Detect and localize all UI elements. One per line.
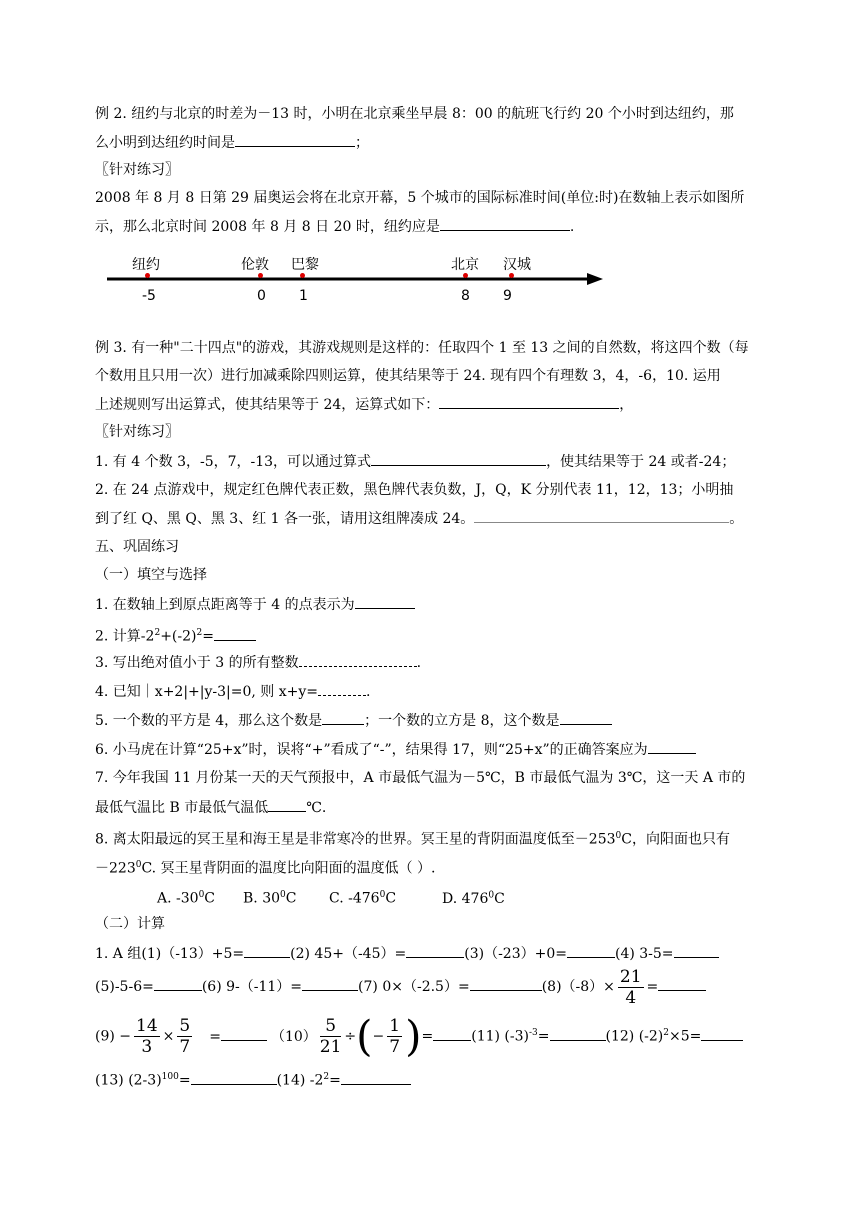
question-4	[95, 681, 370, 702]
ex3-answer-blank[interactable]	[439, 394, 619, 409]
calc-8-eq: =	[646, 979, 659, 995]
calc-9-frac2-num: 5	[179, 1016, 191, 1037]
option-c-text: C. -476	[329, 890, 380, 907]
practice-title-2: 〖针对练习〗	[95, 424, 179, 440]
calc-8-num: 21	[619, 966, 642, 987]
q4-prefix: 4. 已知｜x+2|+|y-3|=0, 则 x+y=	[95, 684, 319, 700]
olympic-line2	[95, 216, 574, 237]
question-7-line2	[95, 797, 326, 818]
ex3-line3	[95, 394, 633, 415]
calc-13-blank[interactable]	[191, 1070, 277, 1085]
option-a-deg: 0	[198, 890, 205, 900]
question-2	[95, 623, 256, 647]
calc-8: (8)（-8）×	[541, 979, 615, 995]
ex2-line2-prefix: 么小明到达纽约时间是	[95, 135, 235, 151]
option-d[interactable]	[442, 891, 505, 907]
subsection-2-title: （二）计算	[95, 916, 165, 932]
calc-10-frac2-num: 1	[389, 1016, 401, 1037]
tick-value-minus5: -5	[142, 288, 156, 304]
q5-b: ；一个数的立方是 8，这个数是	[364, 713, 560, 729]
point-beijing	[463, 273, 468, 278]
option-a-text: A. -30	[157, 890, 199, 907]
calc-10-op: ÷	[344, 1028, 357, 1045]
q5-a: 5. 一个数的平方是 4，那么这个数是	[95, 713, 323, 729]
calc-2-blank[interactable]	[406, 943, 464, 958]
practice-2-line2	[95, 508, 743, 529]
option-c-deg: 0	[379, 890, 386, 900]
calc-14-exp: 2	[323, 1072, 330, 1082]
calc-6: (6) 9-（-11）=	[201, 979, 303, 995]
calc-9-label: (9) −	[95, 1028, 132, 1045]
calc-row-2	[95, 964, 706, 1010]
calc-10-frac1	[320, 1016, 342, 1057]
calc-4: (4) 3-5=	[614, 946, 674, 962]
tick-value-8: 8	[461, 288, 470, 304]
q2-exp2: 2	[196, 628, 203, 638]
practice-2-line1: 2. 在 24 点游戏中，规定红色牌代表正数，黑色牌代表负数，J，Q，K 分别代表 11，12，13；小明抽	[95, 482, 734, 498]
calc-12-exp: 2	[663, 1028, 669, 1038]
q8-deg2: 0	[135, 860, 142, 870]
ex2-answer-blank[interactable]	[235, 132, 355, 147]
calc-14-b: =	[329, 1072, 341, 1089]
question-3	[95, 652, 421, 673]
question-1	[95, 594, 415, 615]
calc-6-blank[interactable]	[302, 976, 358, 991]
practice-2-line2-prefix: 到了红 Q、黑 Q、黑 3、红 1 各一张，请用这组牌凑成 24。	[95, 511, 475, 527]
calc-3: (3)（-23）+0=	[464, 946, 567, 962]
calc-9-frac2	[177, 1016, 192, 1057]
option-b[interactable]	[243, 885, 329, 909]
ex3-line3-prefix: 上述规则写出运算式，使其结果等于 24，运算式如下：	[95, 397, 440, 413]
section-5-title: 五、巩固练习	[95, 539, 179, 555]
calc-11-b: =	[537, 1028, 550, 1045]
calc-9-frac1	[134, 1016, 160, 1057]
question-8-line2	[95, 855, 435, 879]
calc-8-fraction	[618, 967, 644, 1008]
calc-1: 1. A 组(1)（-13）+5=	[95, 946, 245, 962]
question-6	[95, 739, 696, 760]
q2-c: =	[202, 628, 214, 645]
calc-10-rparen: )	[405, 1011, 422, 1061]
practice-2-line2-suffix: 。	[729, 511, 744, 527]
point-london	[258, 273, 263, 278]
ex3-line2: 个数用且只用一次）进行加减乘除四则运算，使其结果等于 24. 现有四个有理数 3，4，-6，10. 运用	[95, 368, 721, 384]
calc-10-label: （10）	[270, 1028, 317, 1045]
calc-8-den: 4	[625, 987, 637, 1008]
question-7-blank[interactable]	[268, 797, 306, 812]
number-line-axis	[95, 248, 615, 308]
practice-1-blank[interactable]	[371, 451, 546, 466]
tick-value-9: 9	[503, 288, 512, 304]
point-seoul	[509, 273, 514, 278]
ex2-line1: 例 2. 纽约与北京的时差为－13 时，小明在北京乘坐早晨 8：00 的航班飞行约 20 个小时到达纽约，那	[95, 106, 734, 122]
calc-13-exp: 100	[161, 1072, 179, 1082]
calc-10-frac2	[387, 1016, 402, 1057]
q6-text: 6. 小马虎在计算“25+x”时，误将“+”看成了“-”，结果得 17，则“25+x”的正确答案应为	[95, 742, 648, 758]
question-3-blank[interactable]	[299, 652, 417, 667]
q7-line2-prefix: 最低气温比 B 市最低气温低	[95, 800, 269, 816]
question-4-blank[interactable]	[318, 681, 366, 696]
calc-10-lparen: (	[356, 1011, 373, 1061]
calc-7-blank[interactable]	[470, 976, 542, 991]
question-8-options	[157, 885, 505, 909]
q8-line2a: －223	[95, 860, 136, 877]
option-b-text: B. 30	[243, 890, 281, 907]
olympic-line2-suffix: .	[569, 219, 575, 235]
calc-5-blank[interactable]	[154, 976, 202, 991]
calc-4-blank[interactable]	[674, 943, 719, 958]
calc-13-b: =	[178, 1072, 191, 1089]
city-label-beijing: 北京	[451, 257, 479, 273]
calc-14-blank[interactable]	[341, 1070, 411, 1085]
option-c[interactable]	[329, 885, 442, 909]
calc-3-blank[interactable]	[567, 943, 615, 958]
calc-9-eq: =	[209, 1028, 221, 1045]
option-b-unit: C	[285, 890, 297, 907]
city-label-paris: 巴黎	[291, 257, 319, 273]
practice-title-1: 〖针对练习〗	[95, 162, 179, 178]
calc-9-frac1-num: 14	[136, 1016, 158, 1037]
q2-b: +(-2)	[160, 628, 197, 645]
q4-suffix: .	[366, 684, 371, 700]
calc-12-b: ×5=	[668, 1028, 702, 1045]
calc-row-4	[95, 1067, 411, 1091]
option-d-unit: C	[494, 890, 505, 907]
ex2-line2	[95, 132, 369, 153]
practice-1	[95, 451, 735, 472]
city-label-london: 伦敦	[241, 257, 269, 273]
olympic-line2-prefix: 示，那么北京时间 2008 年 8 月 8 日 20 时，纽约应是	[95, 219, 440, 235]
q2-exp1: 2	[154, 628, 161, 638]
ex2-line2-suffix: ；	[355, 135, 369, 151]
q3-suffix: .	[416, 655, 422, 671]
question-2-blank[interactable]	[214, 626, 256, 641]
option-b-deg: 0	[280, 890, 286, 900]
city-label-newyork: 纽约	[132, 257, 160, 273]
calc-8-blank[interactable]	[658, 976, 706, 991]
calc-10-frac1-den: 21	[319, 1037, 342, 1058]
q2-a: 2. 计算-2	[95, 628, 155, 645]
question-6-blank[interactable]	[648, 739, 696, 754]
calc-9-frac2-den: 7	[179, 1037, 191, 1058]
q8-line2b: C. 冥王星背阴面的温度比向阳面的温度低（ ）.	[141, 860, 436, 877]
question-7-line1: 7. 今年我国 11 月份某一天的天气预报中，A 市最低气温为－5℃，B 市最低气温为 3℃，这一天 A 市的	[95, 770, 746, 786]
q7-line2-suffix: ℃.	[306, 800, 327, 816]
point-paris	[300, 273, 305, 278]
calc-10-minus: −	[372, 1028, 385, 1045]
olympic-line1: 2008 年 8 月 8 日第 29 届奥运会将在北京开幕，5 个城市的国际标准时间(单位:时)在数轴上表示如图所	[95, 190, 745, 206]
subsection-1-title: （一）填空与选择	[95, 567, 207, 583]
option-a[interactable]	[157, 885, 243, 909]
calc-9-frac1-den: 3	[141, 1037, 153, 1058]
q3-prefix: 3. 写出绝对值小于 3 的所有整数	[95, 655, 299, 671]
practice-1-prefix: 1. 有 4 个数 3，-5，7，-13，可以通过算式	[95, 454, 372, 470]
question-5	[95, 710, 612, 731]
calc-12-blank[interactable]	[701, 1026, 743, 1041]
q8-deg1: 0	[615, 831, 622, 841]
option-d-deg: 0	[488, 890, 495, 900]
calc-10-frac1-num: 5	[320, 1016, 342, 1037]
calc-2: (2) 45+（-45）=	[290, 946, 407, 962]
tick-value-1: 1	[299, 288, 308, 304]
calc-11-a: (11) (-3)	[471, 1028, 529, 1045]
option-d-text: D. 476	[442, 890, 489, 907]
option-a-unit: C	[204, 890, 216, 907]
calc-9-blank[interactable]	[221, 1026, 267, 1041]
calc-10-frac2-den: 7	[389, 1037, 401, 1058]
calc-row-1	[95, 943, 719, 964]
city-label-seoul: 汉城	[503, 257, 531, 273]
point-newyork	[145, 273, 150, 278]
calc-14-a: (14) -2	[276, 1072, 324, 1089]
question-5-blank-2[interactable]	[560, 710, 612, 725]
calc-5: (5)-5-6=	[95, 979, 154, 995]
ex3-line3-suffix: ，	[619, 397, 634, 413]
calc-1-blank[interactable]	[244, 943, 290, 958]
question-1-text: 1. 在数轴上到原点距离等于 4 的点表示为	[95, 597, 355, 613]
question-5-blank-1[interactable]	[322, 710, 364, 725]
calc-12-a: (12) (-2)	[605, 1028, 664, 1045]
olympic-answer-blank[interactable]	[440, 216, 570, 231]
calc-11-blank[interactable]	[550, 1026, 606, 1041]
calc-10-blank[interactable]	[433, 1026, 471, 1041]
q8-line1b: C，向阳面也只有	[621, 831, 730, 848]
number-line-figure	[95, 248, 615, 308]
calc-13-a: (13) (2-3)	[95, 1072, 162, 1089]
practice-1-suffix: ，使其结果等于 24 或者-24；	[546, 454, 736, 470]
question-1-blank[interactable]	[355, 594, 415, 609]
calc-10-eq: =	[421, 1028, 434, 1045]
calc-11-exp: -3	[528, 1028, 538, 1038]
calc-row-3	[95, 1008, 743, 1062]
tick-value-0: 0	[257, 288, 266, 304]
calc-7: (7) 0×（-2.5）=	[358, 979, 470, 995]
calc-9-op: ×	[162, 1028, 175, 1045]
question-8-line1	[95, 826, 730, 850]
q8-line1a: 8. 离太阳最远的冥王星和海王星是非常寒冷的世界。冥王星的背阴面温度低至－253	[95, 831, 616, 848]
option-c-unit: C	[385, 890, 397, 907]
practice-2-blank[interactable]	[474, 508, 729, 523]
ex3-line1: 例 3. 有一种"二十四点"的游戏，其游戏规则是这样的：任取四个 1 至 13 之间的自然数，将这四个数（每	[95, 340, 749, 356]
